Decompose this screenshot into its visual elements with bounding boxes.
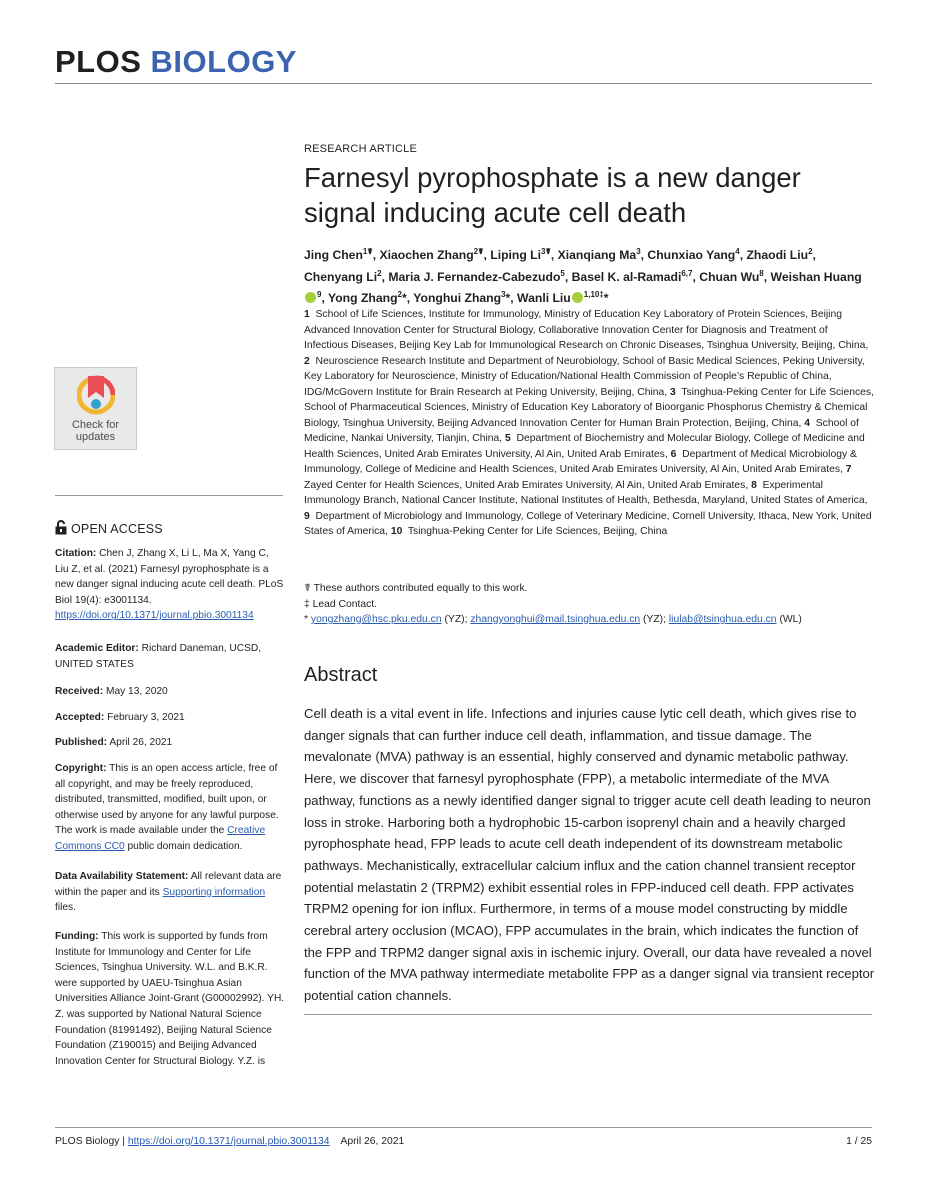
page-number: 1 / 25 bbox=[846, 1136, 872, 1147]
affiliation-number: 10 bbox=[390, 526, 403, 537]
author bbox=[388, 270, 571, 284]
accepted-block bbox=[55, 710, 285, 726]
author-separator: , bbox=[564, 269, 572, 284]
contact-email-link[interactable]: liulab@tsinghua.edu.cn bbox=[668, 614, 777, 625]
data-availability-label: Data Availability Statement: bbox=[55, 871, 189, 882]
citation-doi-link[interactable]: https://doi.org/10.1371/journal.pbio.3001134 bbox=[55, 610, 254, 622]
copyright-label: Copyright: bbox=[55, 763, 107, 774]
affiliation-text: Neuroscience Research Institute and Department of Neurobiology, School of Basic Medical Sciences, Peking University, Key Laboratory for Neuroscience, Ministry of Education/National Health Commission of People’s Republic of China, IDG/McGovern Institute for Brain Research at Peking University, Beijing, China, bbox=[304, 355, 865, 398]
author bbox=[746, 248, 815, 262]
author-affiliation-sup: 3 bbox=[636, 247, 641, 256]
affiliation-text: Experimental Immunology Branch, National Cancer Institute, National Institutes of Health, Bethesda, Maryland, United States of America, bbox=[304, 479, 868, 506]
author-affiliation-sup: 2☤ bbox=[473, 247, 484, 256]
footer-date: April 26, 2021 bbox=[340, 1136, 405, 1147]
corresponding-author-mark: * bbox=[505, 291, 511, 306]
footer-rule bbox=[55, 1127, 872, 1128]
received-block bbox=[55, 684, 285, 700]
data-availability-block bbox=[55, 869, 285, 916]
affiliation-text: Zayed Center for Health Sciences, United Arab Emirates University, Al Ain, United Arab Emirates, bbox=[304, 479, 749, 491]
copyright-text: This is an open access article, free of all copyright, and may be freely reproduced, distributed, transmitted, modified, built upon, or otherwise used by anyone for any lawful purpose. The work is made available under the bbox=[55, 763, 279, 837]
published-date: April 26, 2021 bbox=[109, 737, 173, 748]
accepted-date: February 3, 2021 bbox=[107, 712, 185, 723]
open-access-label: OPEN ACCESS bbox=[71, 522, 163, 536]
contact-emails bbox=[304, 612, 874, 628]
author-separator: , bbox=[510, 291, 518, 306]
accepted-label: Accepted: bbox=[55, 712, 105, 723]
orcid-icon[interactable] bbox=[572, 292, 583, 303]
equal-contribution-note: ☤ These authors contributed equally to this work. bbox=[304, 583, 528, 594]
academic-editor-text: Richard Daneman, UCSD, UNITED STATES bbox=[55, 643, 262, 670]
author-affiliation-sup: 2 bbox=[397, 290, 402, 300]
orcid-icon[interactable] bbox=[305, 292, 316, 303]
author-affiliation-sup: 5 bbox=[560, 268, 565, 278]
article-type: RESEARCH ARTICLE bbox=[304, 143, 418, 155]
academic-editor-label: Academic Editor: bbox=[55, 643, 139, 654]
author-separator: , bbox=[381, 269, 389, 284]
author bbox=[647, 248, 743, 262]
affiliation-number: 1 bbox=[304, 309, 310, 320]
check-for-updates-badge[interactable] bbox=[54, 367, 137, 450]
author-name: Wanli Liu bbox=[517, 291, 571, 306]
footer-separator: | bbox=[122, 1136, 125, 1147]
footer-journal: PLOS Biology bbox=[55, 1136, 120, 1147]
header-rule bbox=[55, 83, 872, 84]
author-name: Basel K. al-Ramadi bbox=[571, 269, 682, 284]
citation-text: Chen J, Zhang X, Li L, Ma X, Yang C, Liu Z, et al. (2021) Farnesyl pyrophosphate is a new danger signal inducing acute cell death. PLoS Biol 19(4): e3001134. bbox=[55, 548, 284, 606]
check-for-updates-label bbox=[55, 419, 136, 443]
author bbox=[304, 270, 388, 284]
check-for-updates-line1: Check for bbox=[71, 419, 120, 431]
author bbox=[699, 270, 770, 284]
contact-email-link[interactable]: yongzhang@hsc.pku.edu.cn bbox=[310, 614, 442, 625]
author-separator: , bbox=[640, 248, 648, 263]
author-affiliation-sup: 3 bbox=[501, 290, 506, 300]
affiliation-number: 4 bbox=[804, 417, 810, 429]
author-separator: , bbox=[483, 248, 491, 263]
open-access bbox=[55, 522, 163, 536]
author-separator: , bbox=[739, 248, 744, 263]
funding-text: This work is supported by funds from Institute for Immunology and Center for Life Sciences, Tsinghua University. W.L. and B.K.R. were supported by UAEU-Tsinghua Asian Universities Alliance Joint-Grant (G00002992). YH. Z. was supported by National Natural Science Foundation (81991492), Beijing Natural Science Foundation (Z190015) and Beijing Advanced Innovation Center for Structural Biology. Y.Z. is bbox=[55, 931, 285, 1067]
data-availability-text: All relevant data are within the paper and its bbox=[55, 871, 282, 898]
author-list bbox=[304, 243, 874, 308]
citation-label: Citation: bbox=[55, 548, 97, 559]
author bbox=[380, 248, 491, 262]
footer-doi-link[interactable]: https://doi.org/10.1371/journal.pbio.3001134 bbox=[127, 1136, 330, 1147]
academic-editor-block bbox=[55, 641, 285, 672]
contact-email-link[interactable]: zhangyonghui@mail.tsinghua.edu.cn bbox=[470, 614, 641, 625]
affiliation-number: 9 bbox=[304, 510, 310, 522]
funding-block bbox=[55, 929, 285, 1069]
author-affiliation-sup: 1☤ bbox=[362, 247, 373, 256]
author-separator: , bbox=[550, 248, 558, 263]
author-separator: , bbox=[692, 269, 696, 284]
check-for-updates-line2: updates bbox=[75, 431, 116, 443]
author-name: Chuan Wu bbox=[699, 269, 760, 284]
journal-logo bbox=[55, 44, 297, 80]
journal-logo-plos: PLOS bbox=[55, 44, 142, 79]
affiliation-number: 5 bbox=[505, 433, 511, 444]
received-label: Received: bbox=[55, 686, 104, 697]
affiliation-item bbox=[391, 526, 667, 537]
affiliation-number: 6 bbox=[670, 448, 677, 460]
author-affiliation-sup: 1,10‡ bbox=[583, 290, 604, 300]
published-label: Published: bbox=[55, 737, 108, 748]
author-name: Yonghui Zhang bbox=[413, 291, 502, 306]
affiliation-text: School of Life Sciences, Institute for Immunology, Ministry of Education Key Laboratory of Protein Sciences, Beijing Advanced Innovation Center for Structural Biology, Collaborative Innovation Center for Diagnosis and Treatment of Infectious Diseases, Beijing Key Lab for Immunological Research on Chronic Diseases, Tsinghua University, Beijing, China, bbox=[304, 309, 869, 351]
author-name: Chunxiao Yang bbox=[647, 248, 736, 263]
affiliation-text: School of Medicine, Nankai University, Tianjin, China, bbox=[304, 417, 859, 444]
check-for-updates-icon bbox=[77, 374, 115, 416]
author bbox=[413, 291, 517, 305]
abstract-heading: Abstract bbox=[304, 664, 378, 686]
author-separator: , bbox=[763, 269, 771, 284]
copyright-end: public domain dedication. bbox=[127, 840, 243, 852]
affiliation-text: Tsinghua-Peking Center for Life Sciences, Beijing, China bbox=[407, 526, 668, 537]
author-affiliation-sup: 2 bbox=[808, 247, 813, 256]
corresponding-author-mark: * bbox=[401, 291, 407, 306]
author bbox=[572, 270, 696, 284]
affiliation-list bbox=[304, 307, 874, 540]
sidebar-rule bbox=[55, 495, 283, 496]
author-affiliation-sup: 8 bbox=[759, 268, 764, 278]
citation-block bbox=[55, 546, 285, 624]
author-name: Liping Li bbox=[490, 248, 542, 263]
author-separator: , bbox=[372, 248, 380, 263]
creative-commons-link[interactable]: Creative Commons CC0 bbox=[55, 825, 266, 852]
lead-contact-note: ‡ Lead Contact. bbox=[304, 598, 378, 610]
author-affiliation-sup: 6,7 bbox=[681, 268, 693, 278]
author-name: Zhaodi Liu bbox=[746, 248, 809, 263]
author-affiliation-sup: 2 bbox=[377, 268, 382, 278]
author-name: Chenyang Li bbox=[304, 269, 378, 284]
author-affiliation-sup: 4 bbox=[735, 247, 740, 256]
open-lock-icon bbox=[55, 520, 67, 535]
author bbox=[517, 291, 609, 305]
affiliation-number: 2 bbox=[304, 355, 310, 367]
contact-initials: (YZ); bbox=[643, 614, 666, 625]
affiliation-number: 7 bbox=[845, 464, 852, 475]
published-block bbox=[55, 735, 285, 751]
affiliation-text: Department of Medical Microbiology & Immunology, College of Medicine and Health Sciences, United Arab Emirates University, Al Ain, United Arab Emirates, bbox=[304, 448, 857, 475]
author bbox=[490, 248, 557, 262]
author bbox=[304, 248, 380, 262]
author bbox=[328, 291, 413, 305]
author-name: Maria J. Fernandez-Cabezudo bbox=[388, 269, 561, 284]
author-name: Xiaochen Zhang bbox=[379, 248, 474, 263]
abstract-text: Cell death is a vital event in life. Infections and injuries cause lytic cell death, which gives rise to danger signals that can further induce cell death, inflammation, and tissue damage. The mevalonate (MVA) pathway is an essential, highly conserved and dynamic metabolic pathway. Here, we discover that farnesyl pyrophosphate (FPP), a metabolic intermediate of the MVA pathway, functions as a newly identified danger signal to trigger acute cell death leading to neuron loss in stroke. Harboring both a hydrophobic 15-carbon isoprenyl chain and a heavily charged pyrophosphate head, FPP leads to acute cell death independent of its downstream metabolic pathways. Mechanistically, extracellular calcium influx and the cation channel transient receptor potential melastatin 2 (TRPM2) exhibit essential roles in FPP-induced cell death. FPP activates TRPM2 opening for ion influx. Furthermore, in terms of a mouse model constructing by middle cerebral artery occlusion (MCAO), FPP accumulates in the brain, which indicates the function of the FPP and TRPM2 danger signal axis in ischemic injury. Overall, our data have revealed a novel function of the MVA pathway intermediate metabolite FPP as a danger signal via transient receptor potential cation channels. bbox=[304, 706, 875, 1004]
article-title: Farnesyl pyrophosphate is a new danger signal inducing acute cell death bbox=[304, 162, 801, 228]
data-availability-end: files. bbox=[55, 902, 76, 914]
affiliation-number: 8 bbox=[751, 479, 757, 491]
affiliation-number: 3 bbox=[670, 386, 676, 398]
affiliation-text: Tsinghua-Peking Center for Life Sciences, School of Pharmaceutical Sciences, Ministry of Education Key Laboratory of Bioorganic Phosphorus Chemistry & Chemical Biology, Tsinghua University, Beijing Advanced Innovation Center for Human Brain Protection, Beijing, China, bbox=[304, 386, 874, 429]
author-notes bbox=[304, 581, 874, 628]
author-affiliation-sup: 3☤ bbox=[541, 247, 551, 256]
received-date: May 13, 2020 bbox=[105, 686, 168, 697]
author-name: Jing Chen bbox=[304, 248, 363, 263]
funding-label: Funding: bbox=[55, 931, 99, 942]
author-separator: , bbox=[406, 291, 414, 306]
contact-initials: (WL) bbox=[779, 614, 802, 625]
author bbox=[558, 248, 648, 262]
author-affiliation-sup: 9 bbox=[317, 290, 322, 300]
copyright-block bbox=[55, 761, 285, 855]
affiliation-text: Department of Microbiology and Immunology, College of Veterinary Medicine, Cornell University, Ithaca, New York, United States of America, bbox=[304, 510, 872, 537]
author-separator: , bbox=[812, 248, 816, 263]
journal-logo-biology: BIOLOGY bbox=[150, 44, 297, 79]
affiliation-item bbox=[304, 309, 868, 351]
contact-initials: (YZ); bbox=[444, 614, 468, 625]
supporting-information-link[interactable]: Supporting information bbox=[162, 886, 266, 898]
author-name: Weishan Huang bbox=[770, 269, 862, 284]
author-separator: , bbox=[321, 291, 329, 306]
corresponding-mark: * bbox=[304, 614, 309, 625]
abstract-rule bbox=[304, 1014, 872, 1015]
author-name: Yong Zhang bbox=[328, 291, 398, 306]
page-footer bbox=[55, 1135, 872, 1149]
author-name: Xianqiang Ma bbox=[557, 248, 637, 263]
affiliation-text: Department of Biochemistry and Molecular Biology, College of Medicine and Health Sciences, United Arab Emirates University, Al Ain, United Arab Emirates, bbox=[304, 433, 865, 460]
corresponding-author-mark: * bbox=[603, 291, 609, 306]
